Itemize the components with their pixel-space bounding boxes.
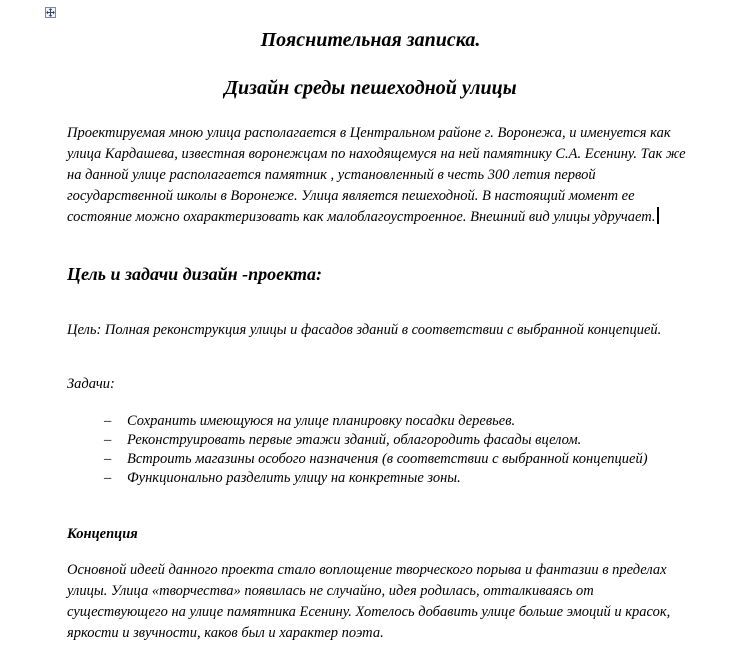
table-move-handle-icon[interactable] [45, 7, 56, 18]
list-item [67, 431, 667, 450]
list-item [67, 412, 667, 431]
document-title: Пояснительная записка. [260, 29, 481, 51]
intro-paragraph [67, 123, 687, 228]
document-subtitle: Дизайн среды пешеходной улицы [224, 77, 517, 99]
text-cursor [657, 207, 659, 224]
list-bullet: – [104, 413, 112, 429]
list-bullet: – [104, 451, 112, 467]
tasks-label: Задачи: [67, 376, 115, 392]
concept-paragraph: Основной идеей данного проекта стало воплощение творческого порыва и фантазии в пределах улицы. Улица «творчества» появилась не случайно, идея родилась, отталкиваясь от существующего на улице памятника Есенину. Хотелось добавить улице больше эмоций и красок, яркости и звучности, каков был и характер поэта. [67, 562, 671, 641]
concept-heading: Концепция [67, 526, 138, 542]
list-item-text: Встроить магазины особого назначения (в соответствии с выбранной концепцией) [127, 451, 648, 467]
list-item-text: Сохранить имеющуюся на улице планировку посадки деревьев. [127, 413, 516, 429]
goals-heading: Цель и задачи дизайн -проекта: [67, 264, 323, 284]
list-item [67, 469, 667, 488]
list-item-text: Реконструировать первые этажи зданий, облагородить фасады вцелом. [127, 432, 582, 448]
intro-text: Проектируемая мною улица располагается в Центральном районе г. Воронежа, и именуется как улица Кардашева, известная воронежцам по находящемуся на ней памятнику С.А. Есенину. Так же на данной улице располагается памятник , установленный в честь 300 летия первой государственной школы в Воронеже. Улица является пешеходной. В настоящий момент ее состояние можно охарактеризовать как малоблагоустроенное. Внешний вид улицы удручает. [67, 125, 686, 225]
tasks-list [67, 412, 667, 488]
list-item-text: Функционально разделить улицу на конкретные зоны. [127, 470, 461, 486]
list-bullet: – [104, 432, 112, 448]
list-item [67, 450, 667, 469]
goal-paragraph: Цель: Полная реконструкция улицы и фасадов зданий в соответствии с выбранной концепцией. [67, 322, 662, 338]
list-bullet: – [104, 470, 112, 486]
